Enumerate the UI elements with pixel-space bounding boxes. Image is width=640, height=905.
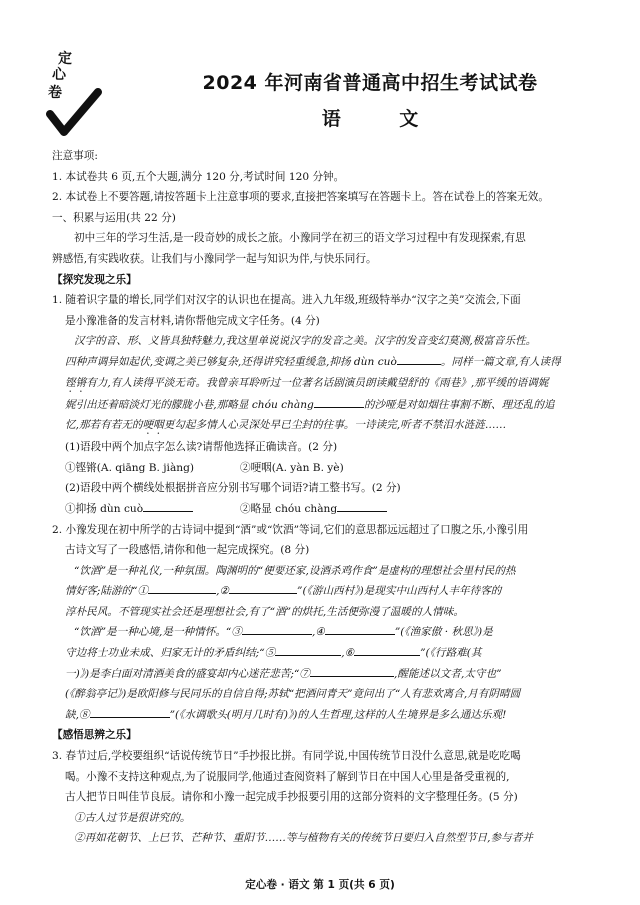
question-1-stem: 1. 随着识字量的增长,同学们对汉字的认识也在提高。进入九年级,班级特举办“汉字之美”交流会,下面	[52, 294, 521, 307]
question-2-stem: 2. 小豫发现在初中所学的古诗词中提到“酒”或“饮酒”等词,它们的意思都远远超过了口腹之乐,小豫引用	[52, 523, 529, 536]
answer-blank	[143, 499, 193, 512]
notice-item: 2. 本试卷上不要答题,请按答题卡上注意事项的要求,直接把答案填写在答题卡上。答在试卷上的答案无效。	[52, 191, 549, 204]
passage-text: 四种声调异如起伏,变调之美已够复杂,还得讲究轻重缓急,抑扬 dùn cuò	[65, 355, 397, 368]
answer-blank	[148, 581, 216, 594]
dotted-word: 铿锵	[65, 376, 87, 389]
answer-blank	[242, 622, 312, 635]
question-3-stem: 3. 春节过后,学校要组织“话说传统节日”手抄报比拼。有同学说,中国传统节日没什么意思,就是吃吃喝	[52, 750, 521, 763]
passage-line: “饮酒”是一种礼仪,一种氛围。陶渊明的“便要还家,设酒杀鸡作食”是虚构的理想社会里村民的热	[74, 564, 516, 577]
exam-body	[52, 146, 602, 849]
option-text: ②略显 chóu chàng	[240, 502, 338, 515]
answer-blank	[354, 643, 420, 656]
passage-text: 情好客;陆游的“①	[65, 585, 149, 598]
passage-line	[52, 373, 602, 395]
passage-text: 有力,有人读得平淡无奇。我曾亲耳聆听过一位著名话剧演员朗读戴望舒的《雨巷》,那平缓的语调娓	[86, 376, 549, 389]
question-3-stem: 喝。小豫不支持这种观点,为了说服同学,他通过查阅资料了解到节日在中国人心里是备受重视的,	[65, 770, 510, 783]
question-2-stem: 古诗文写了一段感悟,请你和他一起完成探究。(8 分)	[65, 544, 310, 557]
passage-line	[52, 643, 602, 664]
option: ①铿锵(A. qiāng B. jiàng)	[65, 461, 195, 474]
passage-line: 汉字的音、形、义皆具独特魅力,我这里单说说汉字的发音之美。汉字的发音变幻莫测,极富音乐性。	[74, 335, 537, 348]
intro-text: 初中三年的学习生活,是一段奇妙的成长之旅。小豫同学在初三的语文学习过程中有发现探索,有思	[74, 232, 526, 245]
options-row	[52, 499, 602, 520]
question-3-stem: 古人把节日叫佳节良辰。请你和小豫一起完成手抄报要引用的这部分资料的文字整理任务。(5 分)	[65, 791, 518, 804]
option-text: ①抑扬 dùn cuò	[65, 502, 144, 515]
passage-line	[52, 622, 602, 643]
question-1-stem: 是小豫准备的发言材料,请你帮他完成文字任务。(4 分)	[65, 314, 320, 327]
sub-question: (2)语段中两个横线处根据拼音应分别书写哪个词语?请工整书写。(2 分)	[65, 482, 401, 495]
option: ②哽咽(A. yàn B. yè)	[240, 461, 344, 474]
stamp-char-1: 定	[58, 51, 72, 67]
answer-blank	[314, 395, 364, 408]
answer-blank	[275, 643, 341, 656]
sub-question: (1)语段中两个加点字怎么读?请帮他选择正确读音。(2 分)	[65, 441, 338, 454]
answer-blank	[397, 352, 441, 365]
passage-line: 淳朴民风。不管现实社会还是理想社会,有了“酒”的烘托,生活便弥漫了温暖的人情味。	[65, 605, 464, 618]
answer-blank	[325, 622, 395, 635]
passage-text: 缺,⑧	[65, 708, 90, 721]
passage-line: ②再如花朝节、上巳节、芒种节、重阳节……等与植物有关的传统节日要归入自然型节日,参与者并	[74, 832, 533, 845]
check-mark-icon	[46, 88, 102, 140]
stamp-char-3: 卷	[48, 85, 62, 101]
passage-line	[52, 705, 602, 726]
page-footer: 定心卷 · 语文 第 1 页(共 6 页)	[245, 879, 395, 891]
passage-text: “饮酒”是一种心境,是一种情怀。“③	[74, 626, 242, 639]
section-heading: 【探究发现之乐】	[52, 273, 137, 286]
passage-text: 忆,那若有若无的	[65, 419, 143, 432]
passage-line	[52, 395, 602, 416]
passage-line	[52, 352, 602, 373]
passage-line: (《醉翁亭记》)是欧阳修与民同乐的自信自得;苏轼“把酒问青天”竟问出了“人有悲欢离合,月有阴晴圆	[65, 688, 521, 701]
notice-item: 1. 本试卷共 6 页,五个大题,满分 120 分,考试时间 120 分钟。	[52, 170, 345, 183]
option	[65, 499, 240, 520]
answer-blank	[229, 581, 297, 594]
passage-text: ”(《渔家傲 · 秋思》)是	[394, 626, 493, 639]
answer-blank	[310, 664, 394, 677]
passage-text: ”(《行路难(其	[420, 647, 482, 660]
notice-heading: 注意事项:	[52, 150, 98, 162]
section-heading: 【感悟思辨之乐】	[52, 729, 137, 742]
stamp-seal	[46, 48, 102, 140]
passage-text: ”(《水调歌头(明月几时有)》)的人生哲理,这样的人生境界是多么通达乐观!	[169, 708, 507, 721]
stamp-char-2: 心	[52, 67, 66, 83]
passage-text: 守边将士功业未成、归家无计的矛盾纠结;“⑤	[65, 647, 276, 660]
answer-blank	[337, 499, 387, 512]
passage-text: ”(《游山西村》)是现实中山西村人丰年待客的	[297, 585, 502, 598]
subject-title: 语 文	[321, 108, 445, 130]
passage-text: 一)》)是李白面对清酒美食的盛宴却内心迷茫悲苦;“⑦	[65, 667, 311, 680]
passage-text: ,②	[216, 585, 230, 598]
part-title: 一、积累与运用(共 22 分)	[52, 211, 176, 224]
dotted-word: 哽咽	[142, 419, 164, 432]
passage-line	[52, 581, 602, 602]
passage-text: 更勾起多情人心灵深处早已尘封的往事。一诗读完,听者不禁泪水涟涟……	[163, 419, 507, 432]
options-row	[52, 458, 602, 479]
answer-blank	[90, 705, 170, 718]
passage-text: 娓引出还着暗淡灯光的朦胧小巷,那略显 chóu chàng	[65, 398, 314, 411]
passage-line	[52, 664, 602, 685]
passage-line	[52, 415, 602, 437]
passage-text: 。同样一篇文章,有人读得	[440, 355, 561, 368]
exam-title: 2024 年河南省普通高中招生考试试卷	[202, 72, 538, 94]
passage-text: ,⑥	[341, 647, 355, 660]
passage-text: ,④	[311, 626, 325, 639]
passage-text: 的沙哑是对如烟往事割不断、理还乱的追	[363, 398, 555, 411]
passage-line: ①古人过节是很讲究的。	[74, 811, 191, 824]
intro-text: 辨感悟,有实践收获。让我们与小豫同学一起与知识为伴,与快乐同行。	[52, 252, 377, 265]
passage-text: ,醒能述以文者,太守也”	[394, 667, 502, 680]
